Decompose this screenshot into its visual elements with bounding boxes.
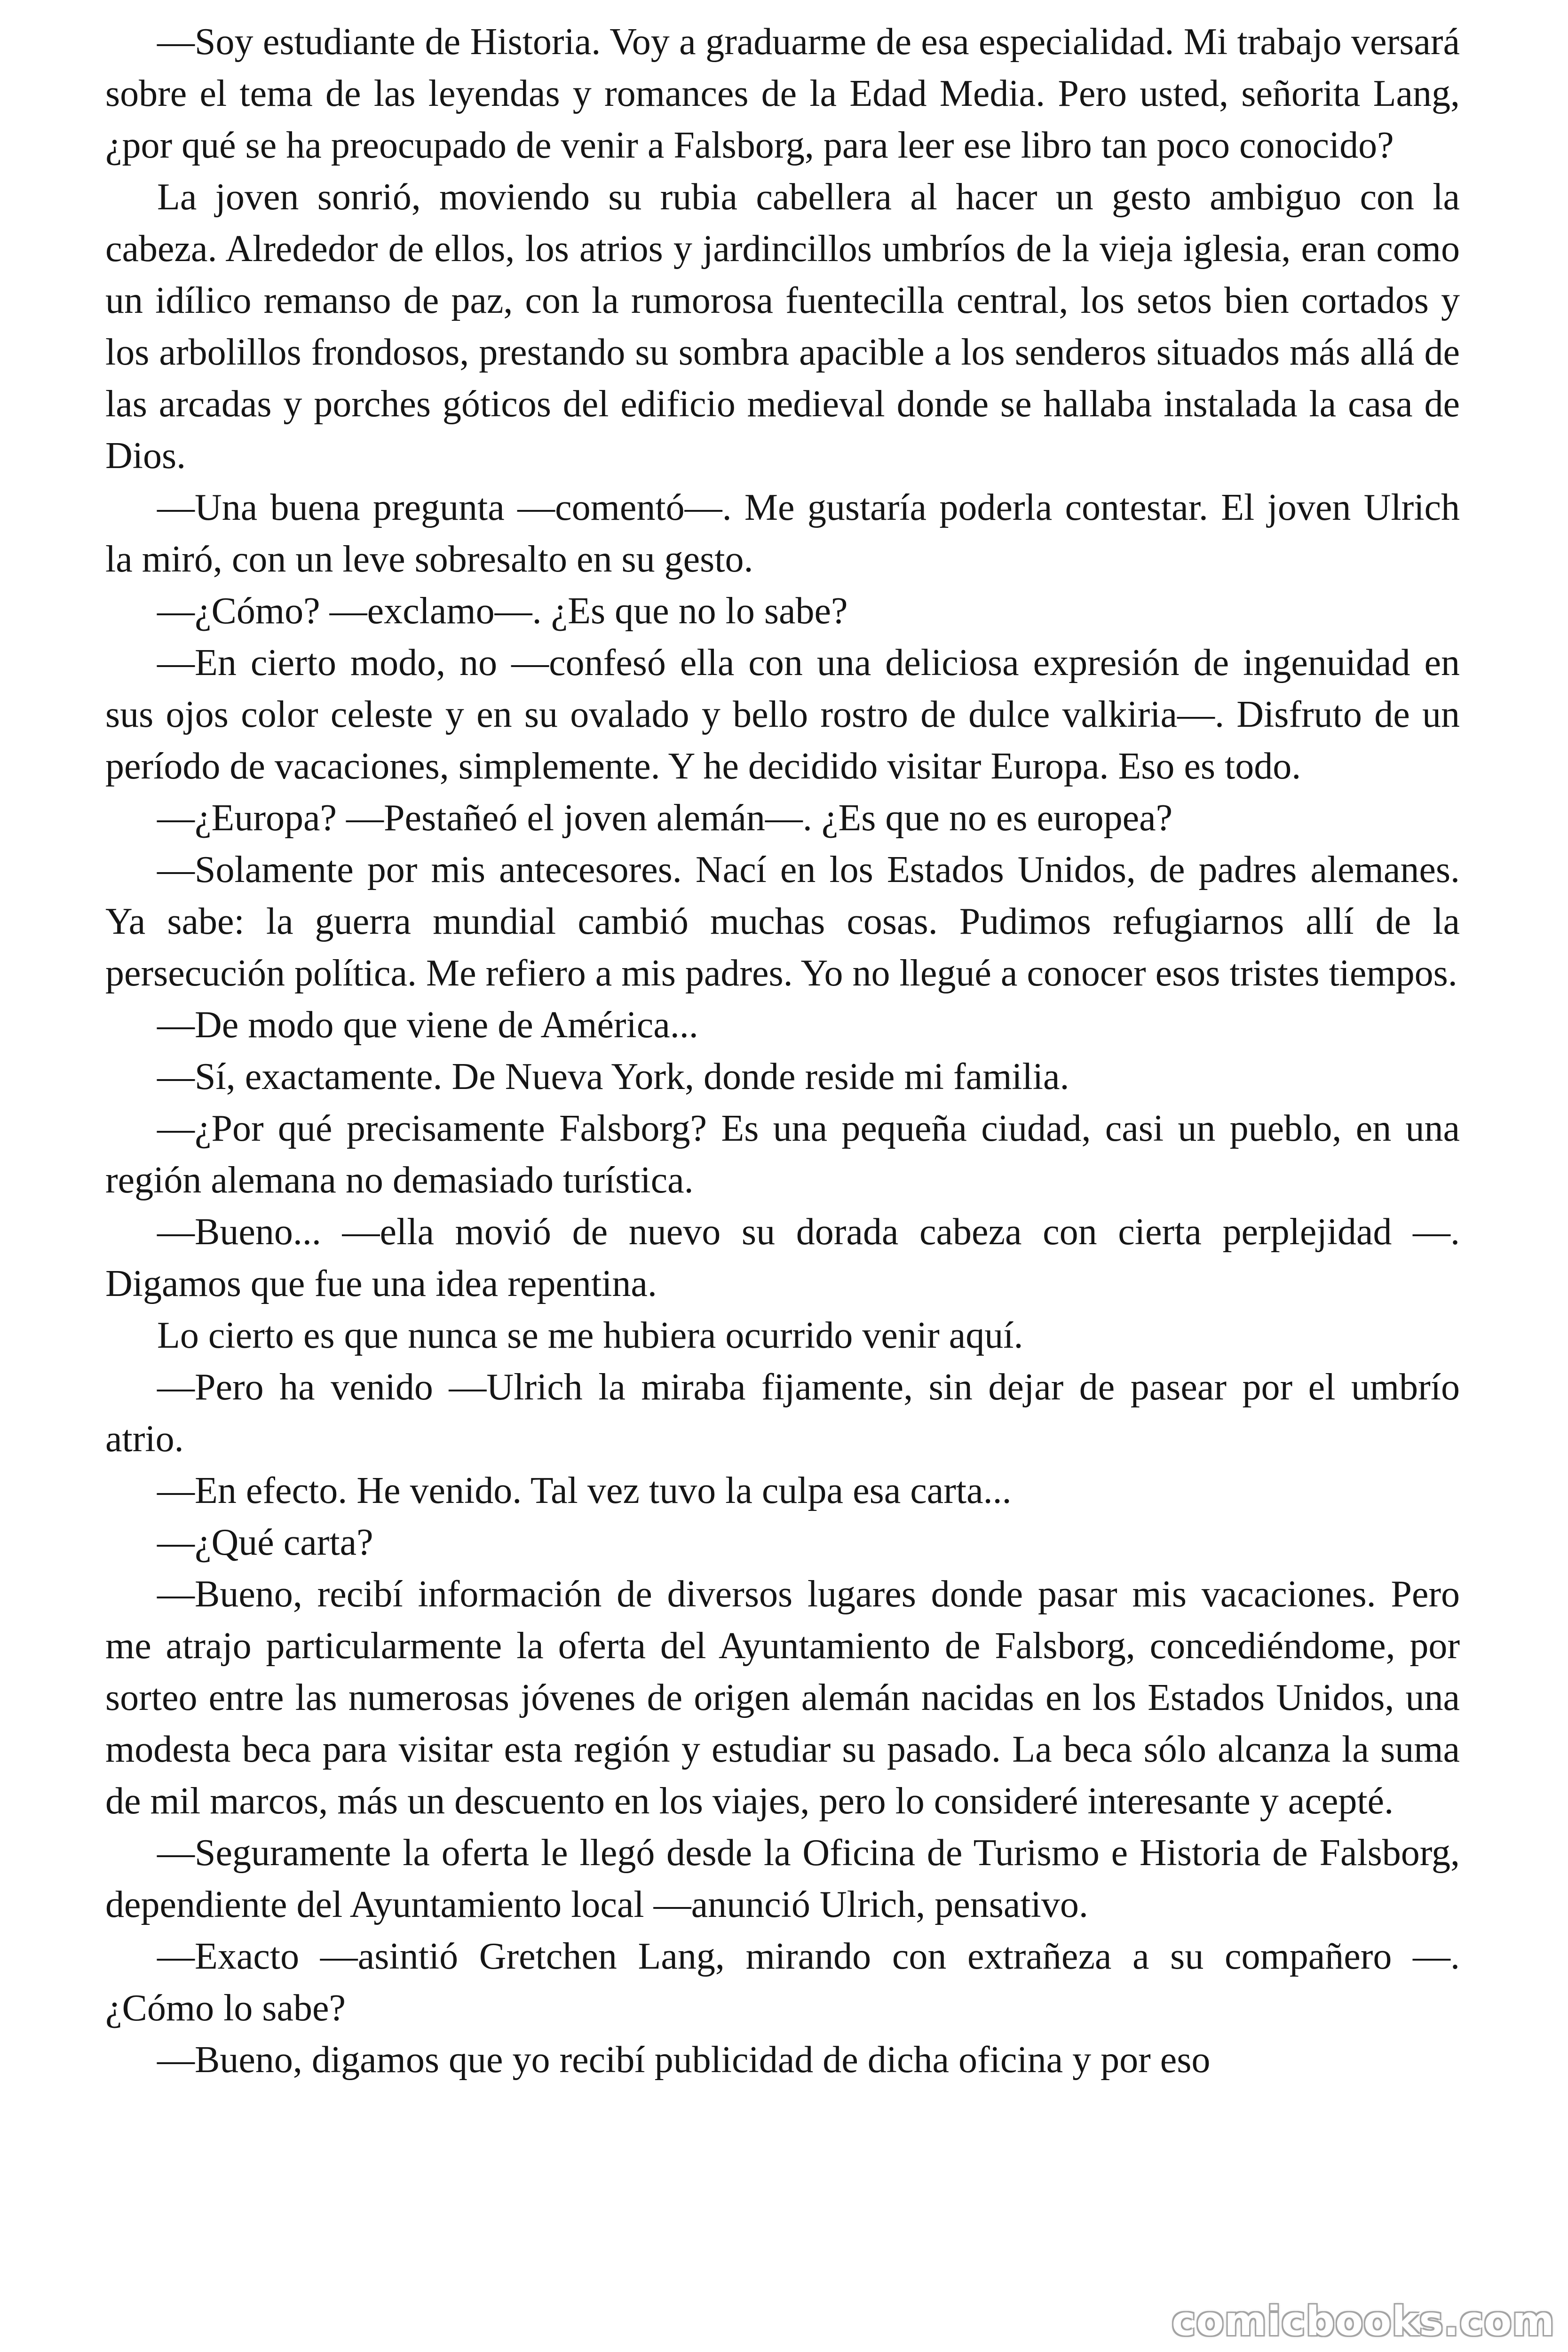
paragraph: —Pero ha venido —Ulrich la miraba fijamente, sin dejar de pasear por el umbrío atrio. — [105, 1367, 1460, 1460]
paragraph: —Una buena pregunta —comentó—. Me gustaría poderla contestar. El joven Ulrich la miró, con un leve sobresalto en su gesto. — [105, 487, 1460, 580]
paragraph: —De modo que viene de América... — [157, 1004, 698, 1046]
paragraph: —Bueno... —ella movió de nuevo su dorada cabeza con cierta perplejidad —. Digamos que fue una idea repentina. — [105, 1211, 1460, 1304]
paragraph: —Sí, exactamente. De Nueva York, donde reside mi familia. — [157, 1056, 1069, 1097]
paragraph: —¿Por qué precisamente Falsborg? Es una pequeña ciudad, casi un pueblo, en una región alemana no demasiado turística. — [105, 1108, 1460, 1201]
paragraph: —Bueno, digamos que yo recibí publicidad de dicha oficina y por eso — [157, 2039, 1211, 2081]
paragraph: —¿Europa? —Pestañeó el joven alemán—. ¿Es que no es europea? — [157, 797, 1173, 839]
watermark-logo: comicbooks.com — [1172, 2298, 1555, 2345]
paragraph: —Seguramente la oferta le llegó desde la Oficina de Turismo e Historia de Falsborg, dependiente del Ayuntamiento local —anunció Ulrich, pensativo. — [105, 1832, 1460, 1925]
paragraph: —¿Cómo? —exclamo—. ¿Es que no lo sabe? — [157, 590, 848, 632]
paragraph: —En efecto. He venido. Tal vez tuvo la culpa esa carta... — [157, 1470, 1012, 1511]
page-text — [105, 16, 1460, 2086]
paragraph: —En cierto modo, no —confesó ella con una deliciosa expresión de ingenuidad en sus ojos color celeste y en su ovalado y bello rostro de dulce valkiria—. Disfruto de un período de vacaciones, simplemente. Y he decidido visitar Europa. Eso es todo. — [105, 642, 1460, 787]
paragraph: —Exacto —asintió Gretchen Lang, mirando con extrañeza a su compañero —. ¿Cómo lo sabe? — [105, 1936, 1460, 2029]
paragraph: Lo cierto es que nunca se me hubiera ocurrido venir aquí. — [157, 1315, 1023, 1356]
paragraph: —Bueno, recibí información de diversos lugares donde pasar mis vacaciones. Pero me atrajo particularmente la oferta del Ayuntamiento de Falsborg, concediéndome, por sorteo entre las numerosas jóvenes de origen alemán nacidas en los Estados Unidos, una modesta beca para visitar esta región y estudiar su pasado. La beca sólo alcanza la suma de mil marcos, más un descuento en los viajes, pero lo consideré interesante y acepté. — [105, 1573, 1460, 1822]
paragraph: —Soy estudiante de Historia. Voy a graduarme de esa especialidad. Mi trabajo versará sobre el tema de las leyendas y romances de la Edad Media. Pero usted, señorita Lang, ¿por qué se ha preocupado de venir a Falsborg, para leer ese libro tan poco conocido? — [105, 21, 1460, 166]
paragraph: La joven sonrió, moviendo su rubia cabellera al hacer un gesto ambiguo con la cabeza. Alrededor de ellos, los atrios y jardincillos umbríos de la vieja iglesia, eran como un idílico remanso de paz, con la rumorosa fuentecilla central, los setos bien cortados y los arbolillos frondosos, prestando su sombra apacible a los senderos situados más allá de las arcadas y porches góticos del edificio medieval donde se hallaba instalada la casa de Dios. — [105, 176, 1460, 477]
paragraph: —¿Qué carta? — [157, 1522, 373, 1563]
paragraph: —Solamente por mis antecesores. Nací en los Estados Unidos, de padres alemanes. Ya sabe: la guerra mundial cambió muchas cosas. Pudimos refugiarnos allí de la persecución política. Me refiero a mis padres. Yo no llegué a conocer esos tristes tiempos. — [105, 849, 1460, 994]
